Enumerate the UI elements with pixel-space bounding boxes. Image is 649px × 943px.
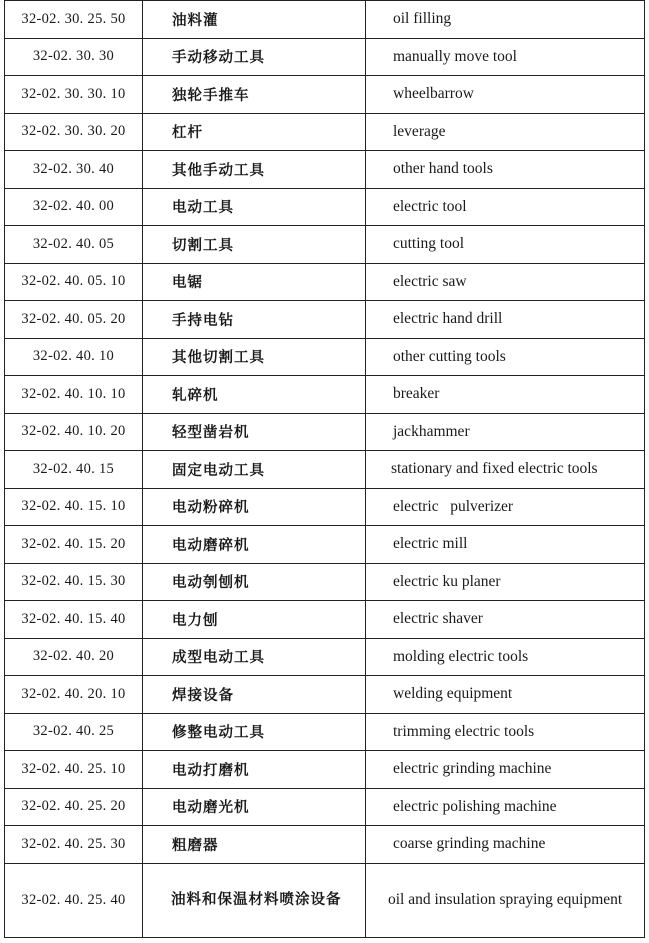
chinese-term-cell: 电锯 [143,263,366,301]
chinese-term-cell: 轧碎机 [143,376,366,414]
english-term-cell: electric grinding machine [366,751,645,789]
table-row [5,451,645,489]
table-row [5,1,645,39]
table-row [5,263,645,301]
code-cell: 32-02. 40. 10. 20 [5,413,143,451]
code-cell: 32-02. 30. 30. 10 [5,76,143,114]
chinese-term-cell: 电动磨碎机 [143,526,366,564]
english-term-cell: wheelbarrow [366,76,645,114]
code-cell: 32-02. 40. 15. 20 [5,526,143,564]
chinese-term-cell: 其他切割工具 [143,338,366,376]
table-row [5,826,645,864]
english-term-cell: molding electric tools [366,638,645,676]
terminology-table-container [4,0,645,938]
chinese-term-cell: 电力刨 [143,601,366,639]
english-term-cell: coarse grinding machine [366,826,645,864]
chinese-term-cell: 轻型凿岩机 [143,413,366,451]
table-row [5,413,645,451]
table-row [5,376,645,414]
english-term-cell: electric polishing machine [366,788,645,826]
code-cell: 32-02. 40. 15. 10 [5,488,143,526]
english-term-cell: trimming electric tools [366,713,645,751]
table-row [5,488,645,526]
table-row [5,713,645,751]
chinese-term-cell: 杠杆 [143,113,366,151]
table-row [5,601,645,639]
code-cell: 32-02. 30. 40 [5,151,143,189]
code-cell: 32-02. 30. 30 [5,38,143,76]
code-cell: 32-02. 40. 25. 40 [5,863,143,937]
english-term-cell: oil filling [366,1,645,39]
chinese-term-cell: 独轮手推车 [143,76,366,114]
english-term-cell: breaker [366,376,645,414]
english-term-cell: other hand tools [366,151,645,189]
code-cell: 32-02. 40. 05. 10 [5,263,143,301]
chinese-term-cell: 手动移动工具 [143,38,366,76]
english-term-cell: electric mill [366,526,645,564]
english-term-cell: oil and insulation spraying equipment [366,863,645,937]
table-row [5,751,645,789]
table-row [5,38,645,76]
table-row [5,526,645,564]
chinese-term-cell: 电动粉碎机 [143,488,366,526]
english-term-cell: electric shaver [366,601,645,639]
table-row [5,188,645,226]
chinese-term-cell: 切割工具 [143,226,366,264]
english-term-cell: manually move tool [366,38,645,76]
table-row [5,338,645,376]
table-row [5,676,645,714]
english-term-cell: welding equipment [366,676,645,714]
chinese-term-cell: 电动工具 [143,188,366,226]
english-term-cell: cutting tool [366,226,645,264]
code-cell: 32-02. 40. 20 [5,638,143,676]
chinese-term-cell: 粗磨器 [143,826,366,864]
table-row [5,226,645,264]
chinese-term-cell: 固定电动工具 [143,451,366,489]
table-row [5,638,645,676]
code-cell: 32-02. 40. 15 [5,451,143,489]
english-term-cell: electric pulverizer [366,488,645,526]
chinese-term-cell: 电动打磨机 [143,751,366,789]
table-row [5,301,645,339]
english-term-cell: leverage [366,113,645,151]
code-cell: 32-02. 40. 25 [5,713,143,751]
code-cell: 32-02. 30. 25. 50 [5,1,143,39]
terminology-table [4,0,645,938]
code-cell: 32-02. 40. 20. 10 [5,676,143,714]
code-cell: 32-02. 40. 05 [5,226,143,264]
chinese-term-cell: 电动磨光机 [143,788,366,826]
code-cell: 32-02. 40. 15. 40 [5,601,143,639]
chinese-term-cell: 成型电动工具 [143,638,366,676]
code-cell: 32-02. 40. 25. 10 [5,751,143,789]
chinese-term-cell: 焊接设备 [143,676,366,714]
code-cell: 32-02. 40. 10. 10 [5,376,143,414]
chinese-term-cell: 油料灌 [143,1,366,39]
code-cell: 32-02. 40. 25. 20 [5,788,143,826]
code-cell: 32-02. 40. 10 [5,338,143,376]
english-term-cell: other cutting tools [366,338,645,376]
chinese-term-cell: 修整电动工具 [143,713,366,751]
code-cell: 32-02. 40. 15. 30 [5,563,143,601]
chinese-term-cell: 其他手动工具 [143,151,366,189]
table-row [5,563,645,601]
table-row [5,863,645,937]
chinese-term-cell: 手持电钻 [143,301,366,339]
english-term-cell: stationary and fixed electric tools [366,451,645,489]
english-term-cell: electric saw [366,263,645,301]
chinese-term-cell: 电动刳刨机 [143,563,366,601]
chinese-term-cell: 油料和保温材料喷涂设备 [143,863,366,937]
table-row [5,113,645,151]
code-cell: 32-02. 40. 00 [5,188,143,226]
code-cell: 32-02. 40. 25. 30 [5,826,143,864]
table-row [5,76,645,114]
english-term-cell: electric ku planer [366,563,645,601]
english-term-cell: electric tool [366,188,645,226]
code-cell: 32-02. 40. 05. 20 [5,301,143,339]
english-term-cell: electric hand drill [366,301,645,339]
table-row [5,151,645,189]
english-term-cell: jackhammer [366,413,645,451]
table-row [5,788,645,826]
code-cell: 32-02. 30. 30. 20 [5,113,143,151]
